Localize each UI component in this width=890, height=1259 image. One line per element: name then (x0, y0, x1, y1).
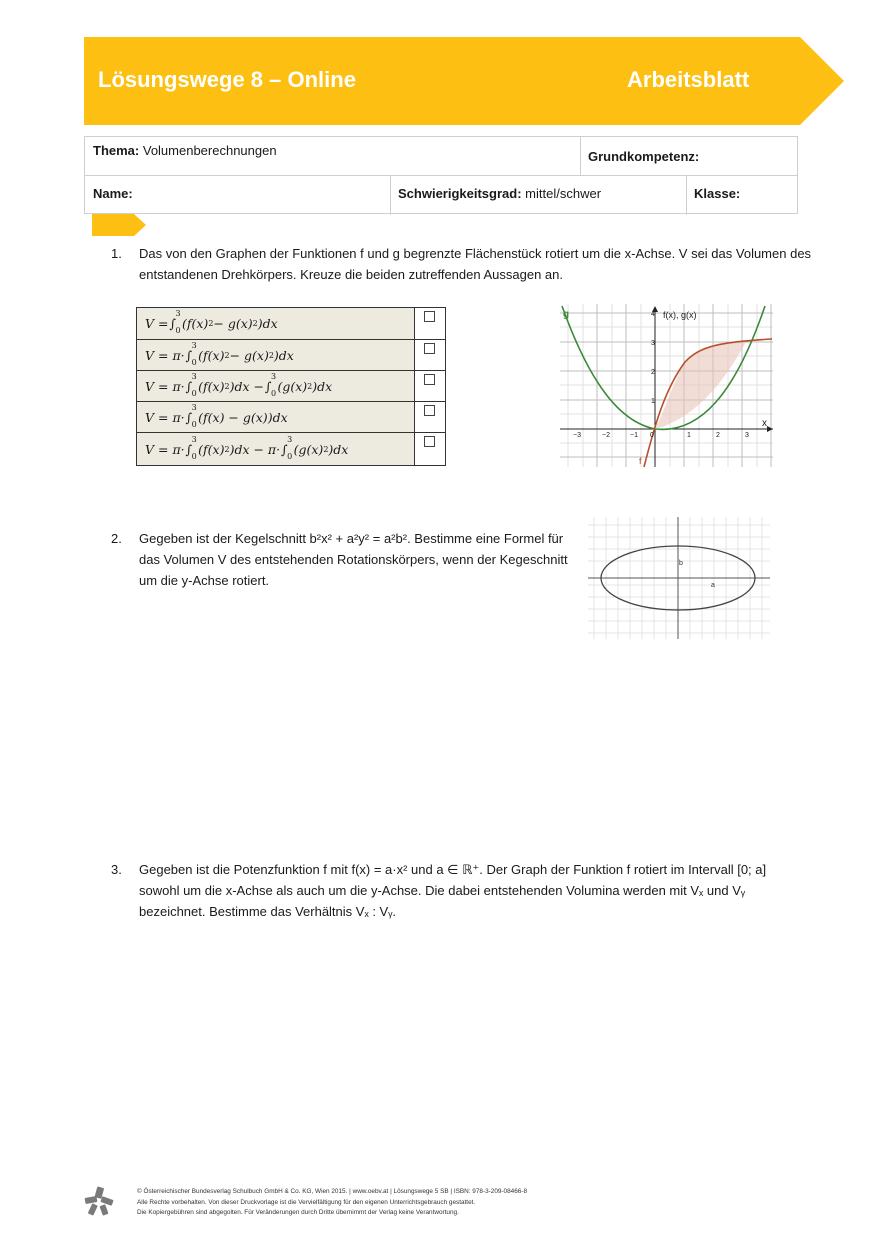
name-cell (85, 175, 390, 215)
q3-text (139, 859, 766, 922)
q1-text (139, 243, 811, 285)
q2-number: 2. (111, 531, 122, 546)
y-tick: 4 (651, 311, 655, 318)
publisher-logo (84, 1186, 114, 1216)
x-tick: −3 (573, 432, 581, 439)
choice-checkbox[interactable] (424, 436, 435, 447)
formula-choices-table (136, 307, 446, 466)
x-axis-label: x (762, 418, 767, 429)
footer-line2: Alle Rechte vorbehalten. Von dieser Druckvorlage ist die Vervielfältigung für den eigenen Unterrichtsgebrauch gestattet. (137, 1198, 476, 1206)
ellipse-graph (588, 517, 770, 639)
choice-formula: V = π· ∫ 3 0 (f(x) 2 − g(x) 2 )dx (137, 340, 415, 370)
yellow-tab-marker (92, 214, 146, 236)
q2-text (139, 528, 568, 591)
q3-text-line3: bezeichnet. Bestimme das Verhältnis Vₓ : Vᵧ. (139, 904, 397, 919)
grundkompetenz-label: Grundkompetenz: (588, 149, 700, 164)
y-tick: 1 (651, 398, 655, 405)
choice-checkbox[interactable] (424, 374, 435, 385)
x-tick: 1 (687, 432, 691, 439)
ellipse-b-label: b (679, 560, 683, 567)
choice-formula: V = π· ∫ 3 0 (f(x) 2 )dx − ∫ 3 0 (g(x) 2 )dx (137, 371, 415, 401)
info-table (84, 136, 798, 214)
ellipse-a-label: a (711, 582, 715, 589)
document-type: Arbeitsblatt (627, 67, 750, 92)
choice-checkbox[interactable] (424, 343, 435, 354)
q2-text-line3: um die y-Achse rotiert. (139, 573, 270, 588)
choice-checkbox[interactable] (424, 405, 435, 416)
q3-text-line1: Gegeben ist die Potenzfunktion f mit f(x) = a·x² und a ∈ ℝ⁺. Der Graph der Funktion f rotiert im Intervall [0; a] (139, 862, 767, 877)
q1-number: 1. (111, 246, 122, 261)
q3-text-line2: sowohl um die x-Achse als auch um die y-Achse. Die dabei entstehenden Volumina werden mit Vₓ und Vᵧ (139, 883, 746, 898)
page-title: Lösungswege 8 – Online (98, 67, 356, 92)
choice-row (137, 432, 445, 465)
q2-text-line1: Gegeben ist der Kegelschnitt b²x² + a²y² = a²b². Bestimme eine Formel für (139, 531, 564, 546)
x-tick: 3 (745, 432, 749, 439)
klasse-cell (686, 175, 798, 215)
x-tick: 2 (716, 432, 720, 439)
footer-text (137, 1187, 527, 1219)
y-axis-label: f(x), g(x) (663, 310, 697, 320)
choice-row (137, 370, 445, 401)
choice-row (137, 308, 445, 339)
f-label: f (639, 456, 642, 466)
x-tick: −2 (602, 432, 610, 439)
schwierigkeit-label: Schwierigkeitsgrad: (398, 186, 522, 201)
choice-formula: V = ∫ 3 0 (f(x) 2 − g(x) 2 )dx (137, 308, 415, 339)
q1-text-line1: Das von den Graphen der Funktionen f und g begrenzte Flächenstück rotiert um die x-Achse. V sei das Volumen des (139, 246, 812, 261)
header-banner (84, 37, 844, 125)
footer-line1: © Österreichischer Bundesverlag Schulbuch GmbH & Co. KG, Wien 2015. | www.oebv.at | Lösungswege 5 SB | ISBN: 978-3-209-08466-8 (137, 1188, 528, 1195)
choice-formula: V = π· ∫ 3 0 (f(x) − g(x))dx (137, 402, 415, 432)
x-tick: −1 (630, 432, 638, 439)
q2-text-line2: das Volumen V des entstehenden Rotationskörpers, wenn der Kegeschnitt (139, 552, 568, 567)
thema-value: Volumenberechnungen (142, 143, 277, 158)
grundkompetenz-cell (580, 141, 798, 175)
schwierigkeit-value: mittel/schwer (525, 186, 602, 201)
q1-text-line2: entstandenen Drehkörpers. Kreuze die beiden zutreffenden Aussagen an. (139, 267, 564, 282)
y-tick: 3 (651, 340, 655, 347)
choice-checkbox[interactable] (424, 311, 435, 322)
choice-row (137, 339, 445, 370)
schwierigkeit-cell (390, 175, 686, 215)
klasse-label: Klasse: (694, 186, 741, 201)
g-label: g (563, 309, 570, 320)
q3-number: 3. (111, 862, 122, 877)
choice-formula: V = π· ∫ 3 0 (f(x) 2 )dx − π· ∫ 3 0 (g(x) 2 )dx (137, 433, 415, 465)
choice-row (137, 401, 445, 432)
function-graph (560, 304, 775, 469)
name-label: Name: (93, 186, 133, 201)
footer-line3: Die Kopiergebühren sind abgegolten. Für Veränderungen durch Dritte übernimmt der Verlag keine Verantwortung. (137, 1209, 459, 1216)
y-tick: 2 (651, 369, 655, 376)
thema-cell (85, 137, 580, 175)
x-tick: 0 (650, 432, 654, 439)
thema-label: Thema: (93, 143, 140, 158)
